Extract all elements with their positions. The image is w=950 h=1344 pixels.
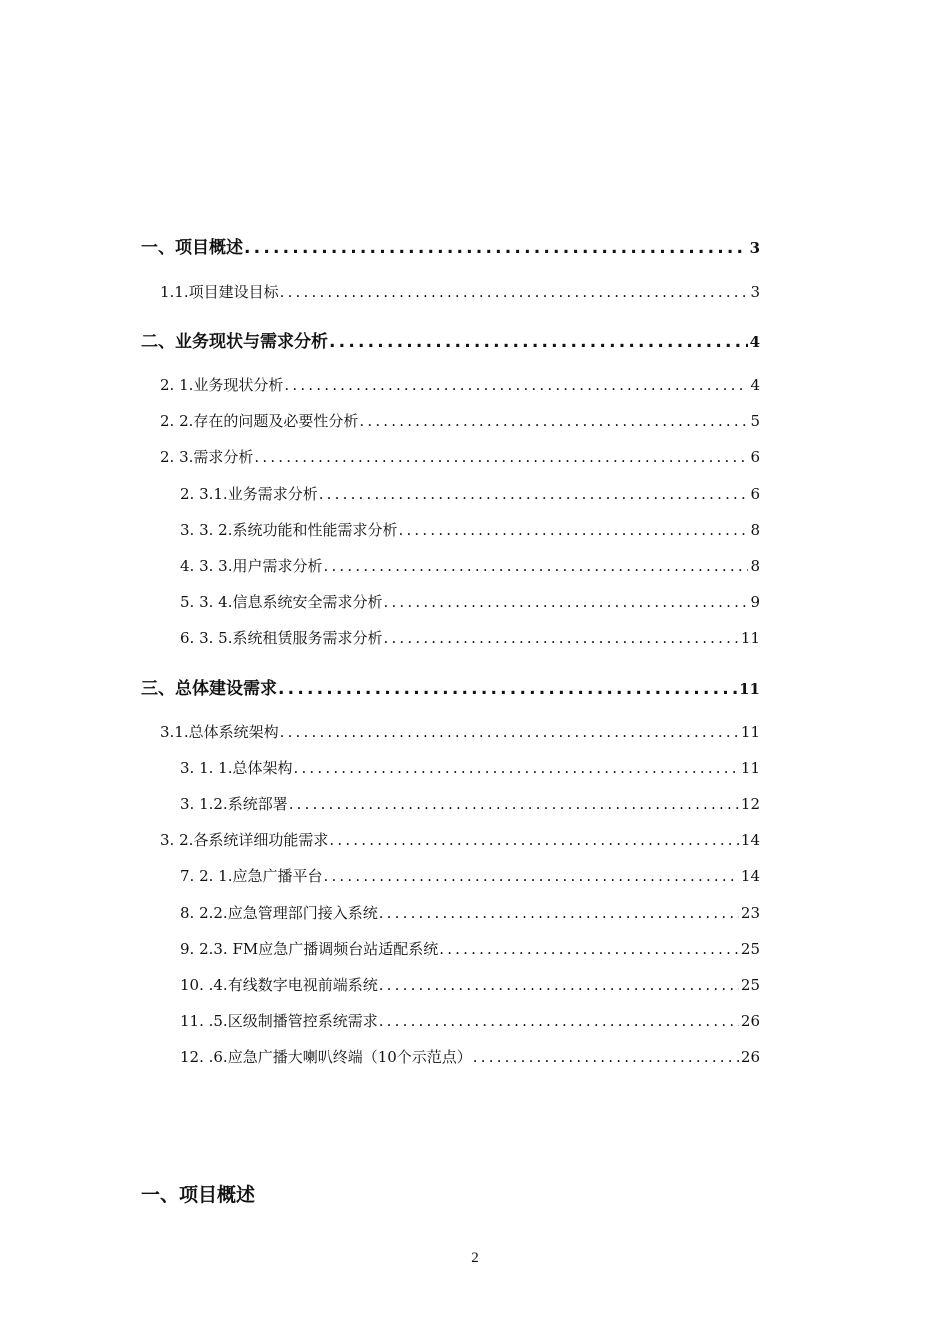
toc-leader-dots	[473, 1048, 739, 1066]
toc-entry[interactable]	[141, 233, 760, 258]
toc-entry[interactable]	[180, 483, 760, 504]
toc-entry-label: 9. 2.3. FM应急广播调频台站适配系统	[180, 940, 439, 958]
toc-entry-page: 26	[740, 1048, 760, 1066]
toc-entry-page: 6	[750, 448, 760, 466]
toc-entry-page: 12	[740, 795, 760, 813]
toc-entry-page: 8	[750, 557, 760, 575]
toc-leader-dots	[329, 332, 748, 352]
toc-entry[interactable]	[160, 281, 760, 302]
toc-entry-page: 9	[750, 593, 760, 611]
toc-leader-dots	[379, 1012, 739, 1030]
toc-entry-label: 4. 3. 3.用户需求分析	[180, 557, 323, 575]
toc-entry[interactable]	[180, 519, 760, 540]
toc-entry-label: 7. 2. 1.应急广播平台	[180, 867, 323, 885]
toc-entry-label: 三、总体建设需求	[141, 679, 277, 699]
toc-entry-label: 11. .5.区级制播管控系统需求	[180, 1012, 378, 1030]
toc-entry[interactable]	[160, 721, 760, 742]
toc-entry[interactable]	[180, 555, 760, 576]
toc-entry[interactable]	[180, 591, 760, 612]
toc-leader-dots	[289, 795, 739, 813]
toc-entry-label: 2. 2.存在的问题及必要性分析	[160, 412, 359, 430]
toc-entry[interactable]	[180, 902, 760, 923]
toc-leader-dots	[284, 376, 748, 394]
toc-entry-page: 11	[740, 759, 760, 777]
toc-entry[interactable]	[180, 865, 760, 886]
toc-leader-dots	[244, 238, 748, 258]
toc-entry-label: 10. .4.有线数字电视前端系统	[180, 976, 378, 994]
toc-entry-label: 8. 2.2.应急管理部门接入系统	[180, 904, 378, 922]
toc-entry[interactable]	[141, 327, 760, 352]
toc-entry-label: 12. .6.应急广播大喇叭终端（10个示范点）	[180, 1048, 472, 1066]
toc-entry-label: 1.1.项目建设目标	[160, 283, 279, 301]
section-heading: 一、项目概述	[141, 1184, 256, 1206]
toc-entry-page: 8	[750, 521, 760, 539]
toc-entry-label: 6. 3. 5.系统租赁服务需求分析	[180, 629, 383, 647]
toc-leader-dots	[383, 629, 738, 647]
page-number: 2	[471, 1250, 479, 1266]
toc-entry[interactable]	[160, 829, 760, 850]
toc-leader-dots	[439, 940, 739, 958]
toc-entry[interactable]	[180, 938, 760, 959]
toc-entry-label: 3. 1. 1.总体架构	[180, 759, 293, 777]
toc-leader-dots	[323, 557, 748, 575]
toc-leader-dots	[280, 723, 739, 741]
toc-entry-page: 5	[750, 412, 760, 430]
toc-entry-page: 23	[740, 904, 760, 922]
toc-entry-page: 3	[749, 239, 760, 257]
toc-entry-page: 3	[750, 283, 760, 301]
toc-entry-label: 3.1.总体系统架构	[160, 723, 279, 741]
toc-entry-page: 25	[740, 940, 760, 958]
toc-entry-label: 3. 1.2.系统部署	[180, 795, 288, 813]
toc-entry[interactable]	[180, 1046, 760, 1067]
toc-entry-page: 11	[740, 723, 760, 741]
toc-entry[interactable]	[141, 674, 760, 699]
toc-entry-page: 4	[750, 376, 760, 394]
toc-leader-dots	[359, 412, 748, 430]
toc-leader-dots	[329, 831, 739, 849]
toc-entry-page: 4	[749, 333, 760, 351]
toc-leader-dots	[398, 521, 748, 539]
toc-entry-label: 2. 1.业务现状分析	[160, 376, 284, 394]
toc-entry-page: 14	[740, 867, 760, 885]
toc-leader-dots	[379, 904, 739, 922]
toc-entry[interactable]	[180, 974, 760, 995]
toc-entry-label: 3. 2.各系统详细功能需求	[160, 831, 329, 849]
toc-entry-page: 11	[739, 680, 760, 698]
toc-leader-dots	[254, 448, 748, 466]
toc-entry-label: 2. 3.1.业务需求分析	[180, 485, 318, 503]
toc-entry[interactable]	[160, 410, 760, 431]
toc-entry[interactable]	[180, 793, 760, 814]
toc-entry-page: 26	[740, 1012, 760, 1030]
toc-leader-dots	[379, 976, 739, 994]
toc-entry-label: 一、项目概述	[141, 238, 243, 258]
toc-leader-dots	[323, 867, 738, 885]
toc-entry[interactable]	[160, 374, 760, 395]
toc-entry-page: 14	[740, 831, 760, 849]
toc-entry-page: 6	[750, 485, 760, 503]
toc-leader-dots	[293, 759, 738, 777]
toc-entry-label: 二、业务现状与需求分析	[141, 332, 328, 352]
toc-entry[interactable]	[180, 757, 760, 778]
toc-entry-label: 2. 3.需求分析	[160, 448, 254, 466]
toc-entry[interactable]	[180, 1010, 760, 1031]
toc-entry-page: 25	[740, 976, 760, 994]
toc-entry[interactable]	[180, 627, 760, 648]
toc-entry-label: 3. 3. 2.系统功能和性能需求分析	[180, 521, 398, 539]
toc-entry-label: 5. 3. 4.信息系统安全需求分析	[180, 593, 383, 611]
toc-leader-dots	[280, 283, 749, 301]
toc-leader-dots	[383, 593, 748, 611]
toc-leader-dots	[319, 485, 749, 503]
toc-entry-page: 11	[740, 629, 760, 647]
toc-entry[interactable]	[160, 446, 760, 467]
toc-leader-dots	[278, 679, 737, 699]
